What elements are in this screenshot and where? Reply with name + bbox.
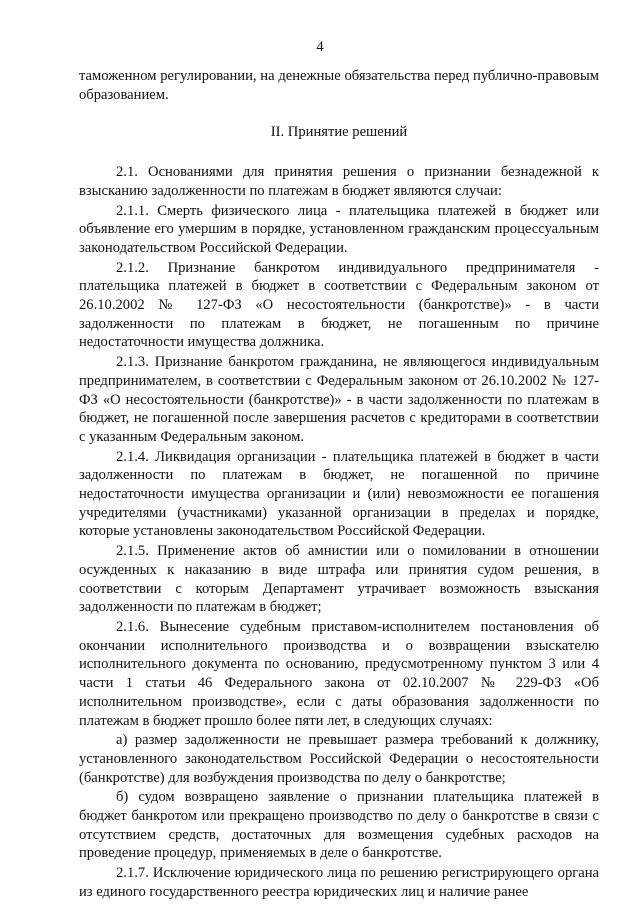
paragraph-2-1: 2.1. Основаниями для принятия решения о признании безнадежной к взысканию задолженности по платежам в бюджет являются случаи:	[79, 164, 599, 199]
page-number: 4	[316, 39, 324, 55]
paragraph-continuation: таможенном регулировании, на денежные обязательства перед публично-правовым образованием.	[79, 68, 599, 103]
paragraph-2-1-1: 2.1.1. Смерть физического лица - плательщика платежей в бюджет или объявление его умершим в порядке, установленном гражданским процессуальным законодательством Российской Федерации.	[79, 202, 599, 256]
paragraph-item-a: а) размер задолженности не превышает размера требований к должнику, установленного законодательством Российской Федерации о несостоятельности (банкротстве) для возбуждения производства по делу о банкротстве;	[79, 732, 599, 786]
paragraph-2-1-6: 2.1.6. Вынесение судебным приставом-исполнителем постановления об окончании исполнительного производства и о возвращении взыскателю исполнительного документа по основанию, предусмотренному пунктом 3 или 4 части 1 статьи 46 Федерального закона от 02.10.2007 № 229-ФЗ «Об исполнительном производстве», если с даты образования задолженности по платежам в бюджет прошло более пяти лет, в следующих случаях:	[79, 618, 599, 729]
paragraph-item-b: б) судом возвращено заявление о признании плательщика платежей в бюджет банкротом или прекращено производство по делу о банкротстве в связи с отсутствием средств, достаточных для возмещения судебных расходов на проведение процедур, применяемых в деле о банкротстве.	[79, 789, 599, 862]
paragraph-2-1-5: 2.1.5. Применение актов об амнистии или о помиловании в отношении осужденных к наказанию в виде штрафа или принятия судом решения, в соответствии с которым Департамент утрачивает возможность взыскания задолженности по платежам в бюджет;	[79, 543, 599, 616]
paragraph-2-1-4: 2.1.4. Ликвидация организации - плательщика платежей в бюджет в части задолженности по платежам в бюджет, не погашенной по причине недостаточности имущества организации и (или) невозможности ее погашения учредителями (участниками) указанной организации в пределах и порядке, которые установлены законодательством Российской Федерации.	[79, 448, 599, 540]
paragraph-2-1-7: 2.1.7. Исключение юридического лица по решению регистрирующего органа из единого государственного реестра юридических лиц и наличие ранее	[79, 865, 599, 900]
section-heading: II. Принятие решений	[270, 124, 408, 141]
paragraph-2-1-2: 2.1.2. Признание банкротом индивидуального предпринимателя - плательщика платежей в бюджет в соответствии с Федеральным законом от 26.10.2002 № 127-ФЗ «О несостоятельности (банкротстве)» - в части задолженности по платежам в бюджет, не погашенным по причине недостаточности имущества должника.	[79, 259, 599, 351]
paragraph-2-1-3: 2.1.3. Признание банкротом гражданина, не являющегося индивидуальным предпринимателем, в соответствии с Федеральным законом от 26.10.2002 № 127-ФЗ «О несостоятельности (банкротстве)» - в части задолженности по платежам в бюджет, не погашенной после завершения расчетов с кредиторами в соответствии с указанным Федеральным законом.	[79, 354, 599, 445]
document-body	[79, 67, 599, 902]
